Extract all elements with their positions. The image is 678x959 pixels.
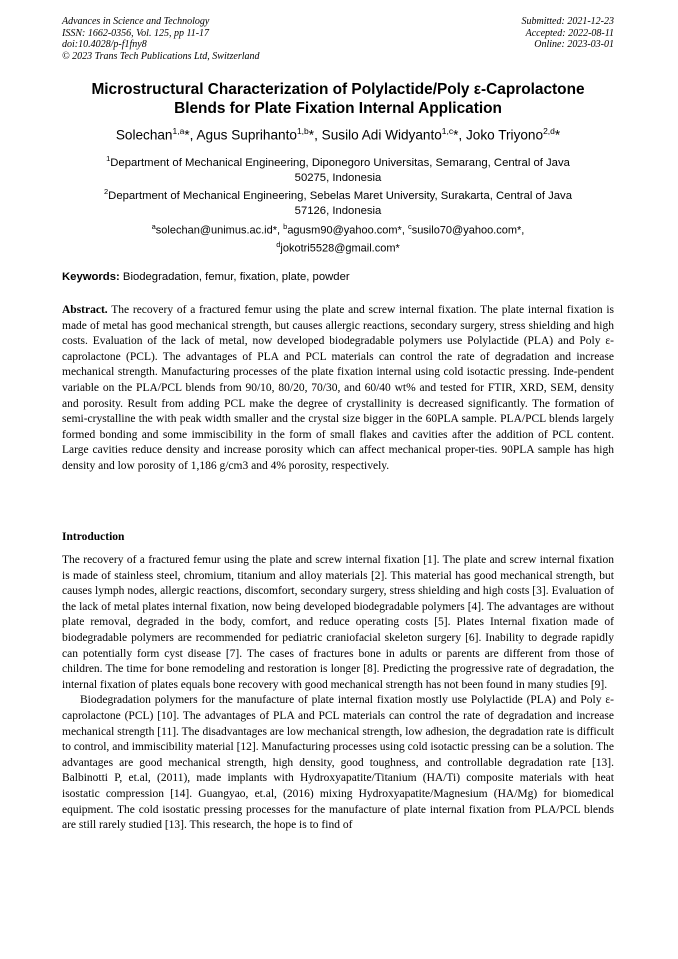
email-sup: b <box>283 222 288 231</box>
email-sup: c <box>407 222 412 231</box>
affiliation-1 <box>62 151 614 186</box>
affiliation-line: 50275, Indonesia <box>294 171 382 184</box>
affiliation-line: Department of Mechanical Engineering, Diponegoro Universitas, Semarang, Central of Java <box>110 156 570 169</box>
journal-name: Advances in Science and Technology <box>62 16 210 27</box>
author-name: Solechan <box>115 127 173 143</box>
dates-header <box>522 16 615 51</box>
abstract <box>62 303 614 475</box>
author-name: Agus Suprihanto <box>196 127 297 143</box>
affiliation-line: Department of Mechanical Engineering, Sebelas Maret University, Surakarta, Central of Java <box>108 189 572 202</box>
paper-title <box>62 80 614 118</box>
online-date: Online: 2023-03-01 <box>534 39 614 50</box>
title-line-1: Microstructural Characterization of Polylactide/Poly ε-Caprolactone <box>91 81 585 98</box>
email-link[interactable]: solechan@unimus.ac.id*, <box>155 224 284 237</box>
affiliation-sup: 1 <box>106 154 111 163</box>
email-link[interactable]: jokotri5528@gmail.com* <box>280 242 400 255</box>
email-link[interactable]: susilo70@yahoo.com*, <box>411 224 525 237</box>
paragraph: Biodegradation polymers for the manufacture of plate internal fixation mostly use Polylactide (PLA) and Poly ε-caprolactone (PCL) [10]. The advantages of PLA and PCL materials can control the rate of degradation and increase mechanical strength [11]. The disadvantages are low mechanical strength, low adhesion, the degradation rate is difficult to control, and immiscibility material [12]. Manufacturing processes using cold isotactic pressing can be a solution. The advantages are good mechanical strength, high density, good toughness, and controllable degradation rate [13]. Balbinotti P, et.al, (2011), made implants with Hydroxyapatite/Titanium (HA/Ti) composite materials with heat isostatic compression [14]. Guangyao, et.al, (2016) mixing Hydroxyapatite/Magnesium (HA/Mg) for biomedical equipment. The cold isostatic pressing processes for the manufacture of plate internal fixation from PLA/PCL blends are still rarely studied [13]. This research, the hope is to find of <box>62 694 614 832</box>
affiliation-2 <box>62 184 614 219</box>
author-mark: * <box>453 127 459 143</box>
journal-header <box>62 16 260 62</box>
abstract-label: Abstract. <box>62 304 108 316</box>
email-sup: a <box>151 222 156 231</box>
affiliation-line: 57126, Indonesia <box>294 204 382 217</box>
keywords-text: Biodegradation, femur, fixation, plate, powder <box>119 271 350 283</box>
email-link[interactable]: agusm90@yahoo.com*, <box>287 224 408 237</box>
paragraph: The recovery of a fractured femur using the plate and screw internal fixation [1]. The plate and screw internal fixation is made of stainless steel, chromium, titanium and alloy materials [2]. This material has good mechanical strength, but causes lymph nodes, allergic reactions, discomfort, secondary surgery, stress shielding and high costs [3]. Evaluation of the lack of metal plates internal fixation, now being developed biodegradable polymers [4]. The advantages are without plate removal, degraded in the body, comfort, and reduce operating costs [5]. Plates Internal fixation made of biodegradable polymers are recommended for pediatric craniofacial skeleton surgery [6]. Inability to degrade rapidly can potentially form cyst disease [7]. The cases of fractures bone in adults or parents are different from those of children. The time for bone remodeling and restoration is longer [8]. Predicting the progressive rate of degradation, the internal fixation of plates equals bone recovery with good mechanical strength has not been found in many studies [9]. <box>62 554 614 691</box>
copyright: © 2023 Trans Tech Publications Ltd, Switzerland <box>62 50 260 62</box>
author-list: Solechan$^{1,a}$*, Agus Suprihanto$^{1,b}$*, Susilo Adi Widyanto$^{1,c}$*, Joko Triyono$^{2,d}$* <box>115 126 561 143</box>
email-sup: d <box>276 239 281 249</box>
author-emails <box>62 220 614 255</box>
section-heading-introduction: Introduction <box>62 531 125 543</box>
accepted-date: Accepted: 2022-08-11 <box>525 27 614 39</box>
author-name: Susilo Adi Widyanto <box>321 127 442 143</box>
title-line-2: Blends for Plate Fixation Internal Application <box>174 100 502 117</box>
submitted-date: Submitted: 2021-12-23 <box>521 16 614 27</box>
author-sup: 2,d <box>543 126 555 136</box>
issn: ISSN: 1662-0356, Vol. 125, pp 11-17 <box>62 27 210 39</box>
affiliation-sup: 2 <box>104 187 109 196</box>
author-sup: 1,b <box>296 126 309 136</box>
author-mark: * <box>308 127 315 143</box>
author-sup: 1,a <box>172 126 185 136</box>
author-mark: * <box>184 127 190 143</box>
author-sup: 1,c <box>441 126 454 136</box>
keywords <box>62 270 614 284</box>
introduction-body <box>62 553 614 834</box>
author-mark: * <box>554 127 561 143</box>
keywords-label: Keywords: <box>62 271 120 283</box>
author-name: Joko Triyono <box>465 127 544 143</box>
abstract-text: The recovery of a fractured femur using the plate and screw internal fixation. The plate internal fixation is made of metal has good mechanical strength, but causes allergic reactions, secondary surgery, stress shielding and high costs. Evaluation of the lack of metal, now developed biodegradable polymers use Polylactide (PLA) and Poly ε-caprolactone (PCL). The advantages of PLA and PCL materials can control the rate of degradation and increase mechanical strength. Manufacturing processes of the plate fixation internal using cold isotactic pressing. Inde-pendent variable on the PLA/PCL blends from 90/10, 80/20, 70/30, and 60/40 wt% and tested for FTIR, XRD, SEM, density and porosity. Result from adding PCL make the degree of crystallinity is decreased significantly. The formation of semi-crystalline the with peak width smaller and the crystal size bigger in the 60PLA sample. PLA/PCL blends largely formed bonding and some immiscibility in the form of small flakes and cavities after the addition of PCL content. Large cavities reduce density and increase porosity which can affect mechanical proper-ties. 90PLA sample has high density and low porosity of 1,186 g/cm3 and 4% porosity, respectively. <box>62 304 614 472</box>
doi[interactable]: doi:10.4028/p-f1fny8 <box>62 39 147 50</box>
